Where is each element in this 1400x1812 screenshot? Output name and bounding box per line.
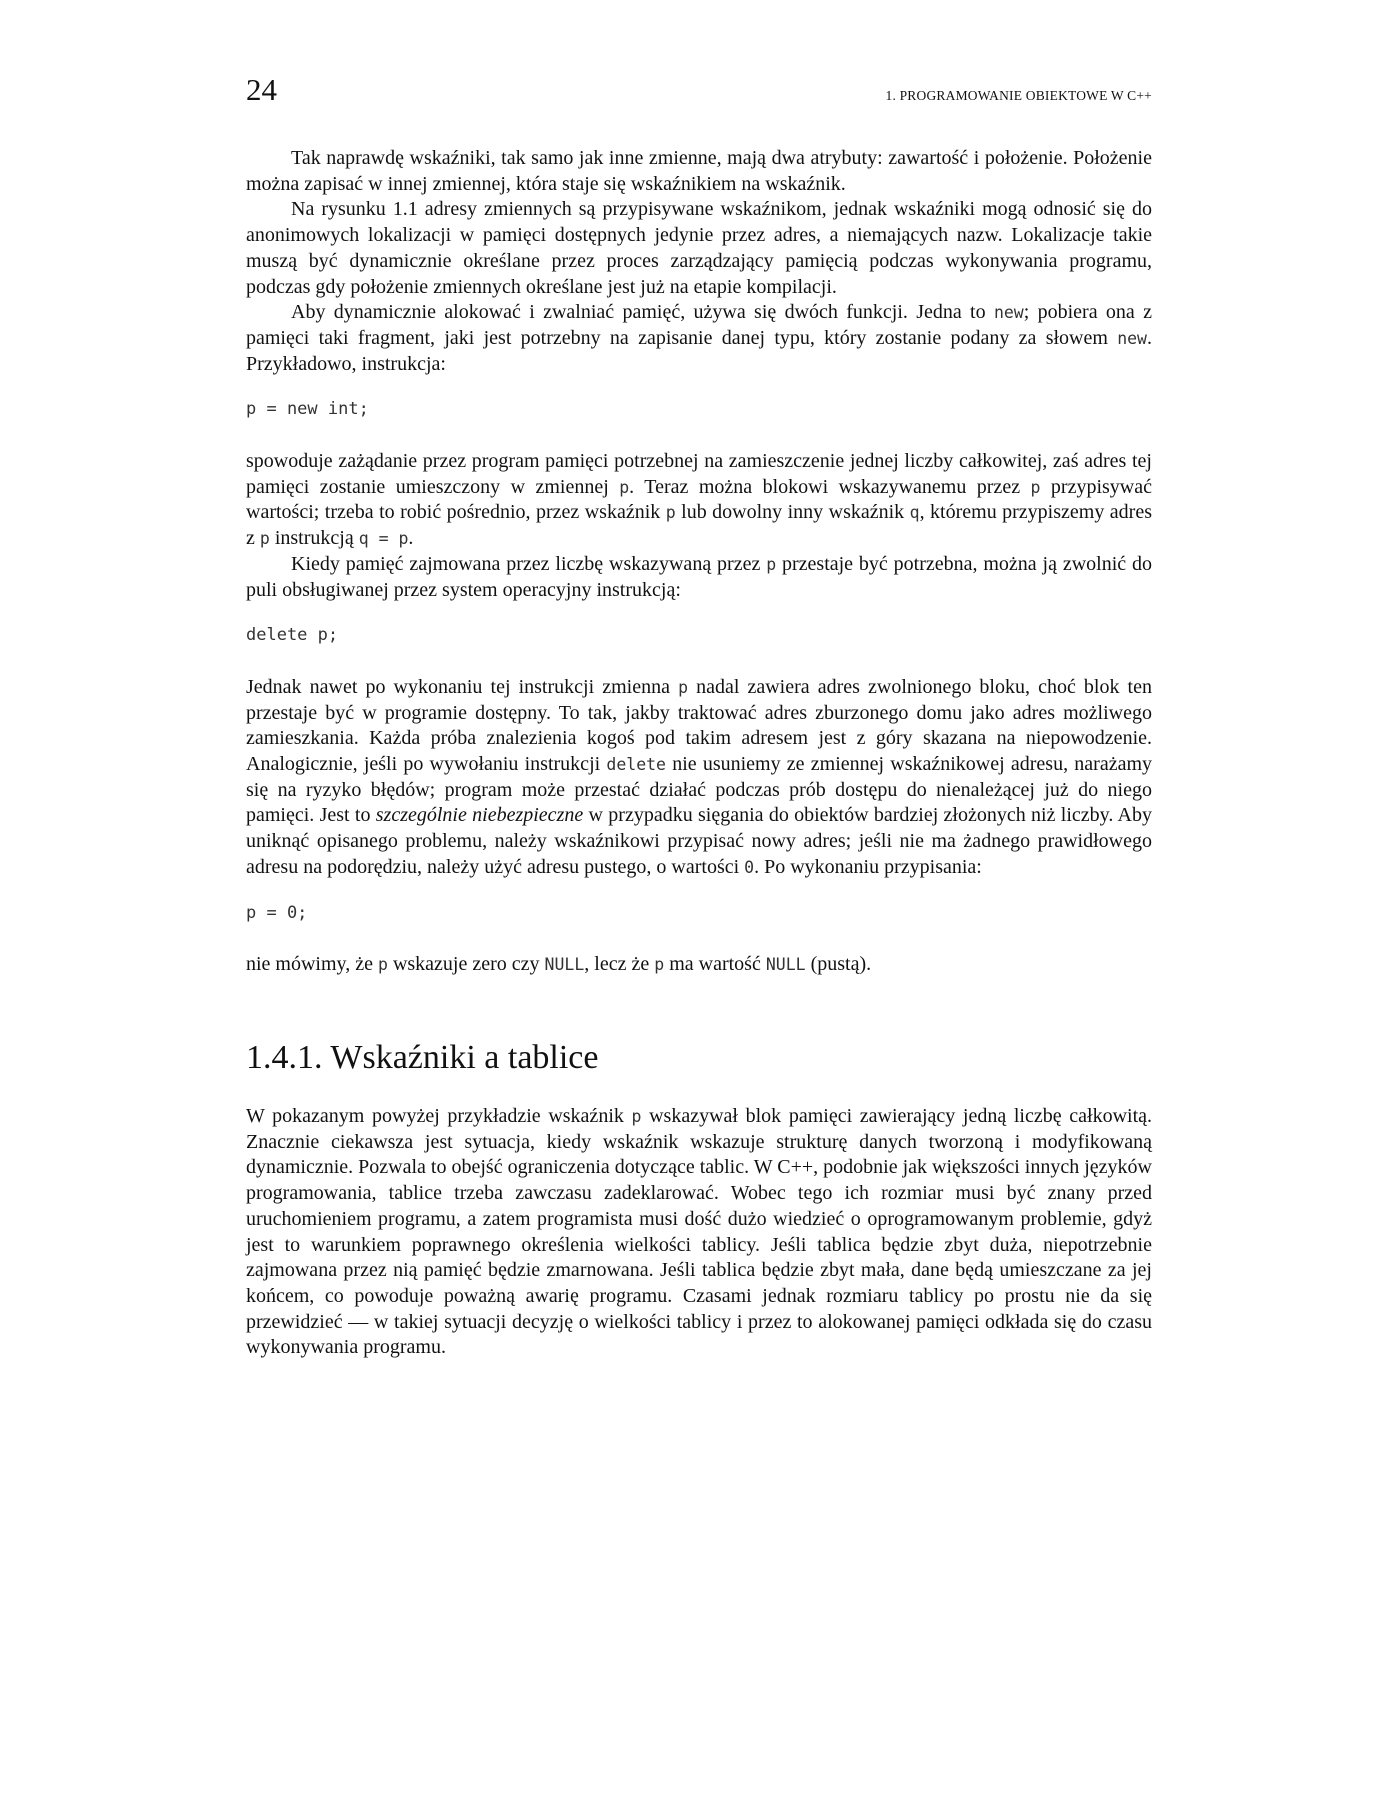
paragraph-6: Jednak nawet po wykonaniu tej instrukcji zmienna p nadal zawiera adres zwolnionego bloku, choć blok ten przestaje być w programie dostępny. To tak, jakby traktować adres zburzonego domu jako adres możliwego zamieszkania. Każda próba znalezienia kogoś pod takim adresem jest z góry skazana na niepowodzenie. Analogicznie, jeśli po wywołaniu instrukcji delete nie usuniemy ze zmiennej wskaźnikowej adresu, narażamy się na ryzyko błędów; program może przestać działać podczas prób dostępu do nienależącej już do niego pamięci. Jest to szczególnie niebezpieczne w przypadku sięgania do obiektów bardziej złożonych niż liczby. Aby uniknąć opisanego problemu, należy wskaźnikowi przypisać nowy adres; jeśli nie ma żadnego prawidłowego adresu na podorędziu, należy użyć adresu pustego, o wartości 0. Po wykonaniu przypisania: [246,675,1153,878]
code-block-new: p = new int; [246,399,369,420]
inline-code: new [1117,328,1147,348]
inline-code: p [378,955,388,975]
page-header [246,70,1152,110]
inline-code: q [909,503,920,523]
code-block-assign-zero: p = 0; [246,902,308,923]
inline-code: q = p [358,529,409,549]
paragraph-7: nie mówimy, że p wskazuje zero czy NULL, lecz że p ma wartość NULL (pustą). [246,953,872,976]
inline-code: 0 [744,857,755,877]
inline-code: p [665,503,676,523]
inline-code: p [654,955,665,975]
paragraph-3: Aby dynamicznie alokować i zwalniać pamięć, używa się dwóch funkcji. Jedna to new; pobiera ona z pamięci taki fragment, jaki jest potrzebny na zapisanie danej typu, który zostanie podany za słowem new. Przykładowo, instrukcja: [246,301,1152,375]
section-heading: 1.4.1. Wskaźniki a tablice [246,1038,599,1076]
inline-code: NULL [765,955,806,975]
code-block-delete: delete p; [246,625,339,646]
paragraph-5: Kiedy pamięć zajmowana przez liczbę wskazywaną przez p przestaje być potrzebna, można ją zwolnić do puli obsługiwanej przez system operacyjny instrukcją: [246,552,1152,601]
inline-code: p [631,1106,642,1126]
inline-code: p [619,477,630,497]
paragraph-1: Tak naprawdę wskaźniki, tak samo jak inne zmienne, mają dwa atrybuty: zawartość i położenie. Położenie można zapisać w innej zmiennej, która staje się wskaźnikiem na wskaźnik. [246,147,1152,195]
inline-code: NULL [544,955,585,975]
inline-code: delete [606,755,666,775]
page-body [246,146,1152,1361]
paragraph-8: W pokazanym powyżej przykładzie wskaźnik p wskazywał blok pamięci zawierający jedną liczbę całkowitą. Znacznie ciekawsza jest sytuacja, kiedy wskaźnik wskazuje strukturę danych tworzoną i modyfikowaną dynamicznie. Pozwala to obejść ograniczenia dotyczące tablic. W C++, podobnie jak większości innych języków programowania, tablice trzeba zawczasu zadeklarować. Wobec tego ich rozmiar musi być znany przed uruchomieniem programu, a zatem programista musi dość dużo wiedzieć o oprogramowanym problemie, gdyż jest to warunkiem poprawnego określenia wielkości tablicy. Jeśli tablica będzie zbyt duża, niepotrzebnie zajmowana przez nią pamięć będzie zmarnowana. Jeśli tablica będzie zbyt mała, dane będą umieszczane za jej końcem, co powoduje poważną awarię programu. Czasami jednak rozmiaru tablicy po prostu nie da się przewidzieć — w takiej sytuacji decyzję o wielkości tablicy i przez to alokowanej pamięci odkłada się do czasu wykonywania programu. [246,1104,1152,1359]
page-number: 24 [246,72,277,107]
inline-code: p [766,554,777,574]
book-page [246,70,1153,1359]
inline-code: p [259,529,270,549]
paragraph-2: Na rysunku 1.1 adresy zmiennych są przypisywane wskaźnikom, jednak wskaźniki mogą odnosić się do anonimowych lokalizacji w pamięci dostępnych jedynie przez adres, a niemających nazw. Lokalizacje takie muszą być dynamicznie określane przez proces zarządzający pamięcią podczas wykonywania programu, podczas gdy położenie zmiennych określane jest już na etapie kompilacji. [246,198,1152,298]
emphasis-text: szczególnie niebezpieczne [375,804,584,827]
inline-code: new [993,303,1024,323]
running-head: 1. PROGRAMOWANIE OBIEKTOWE W C++ [885,88,1152,103]
inline-code: p [1030,477,1041,497]
paragraph-4: spowoduje zażądanie przez program pamięci potrzebnej na zamieszczenie jednej liczby całkowitej, zaś adres tej pamięci zostanie umieszczony w zmiennej p. Teraz można blokowi wskazywanemu przez p przypisywać wartości; trzeba to robić pośrednio, przez wskaźnik p lub dowolny inny wskaźnik q, któremu przypiszemy adres z p instrukcją q = p. [246,450,1152,550]
inline-code: p [678,677,688,697]
